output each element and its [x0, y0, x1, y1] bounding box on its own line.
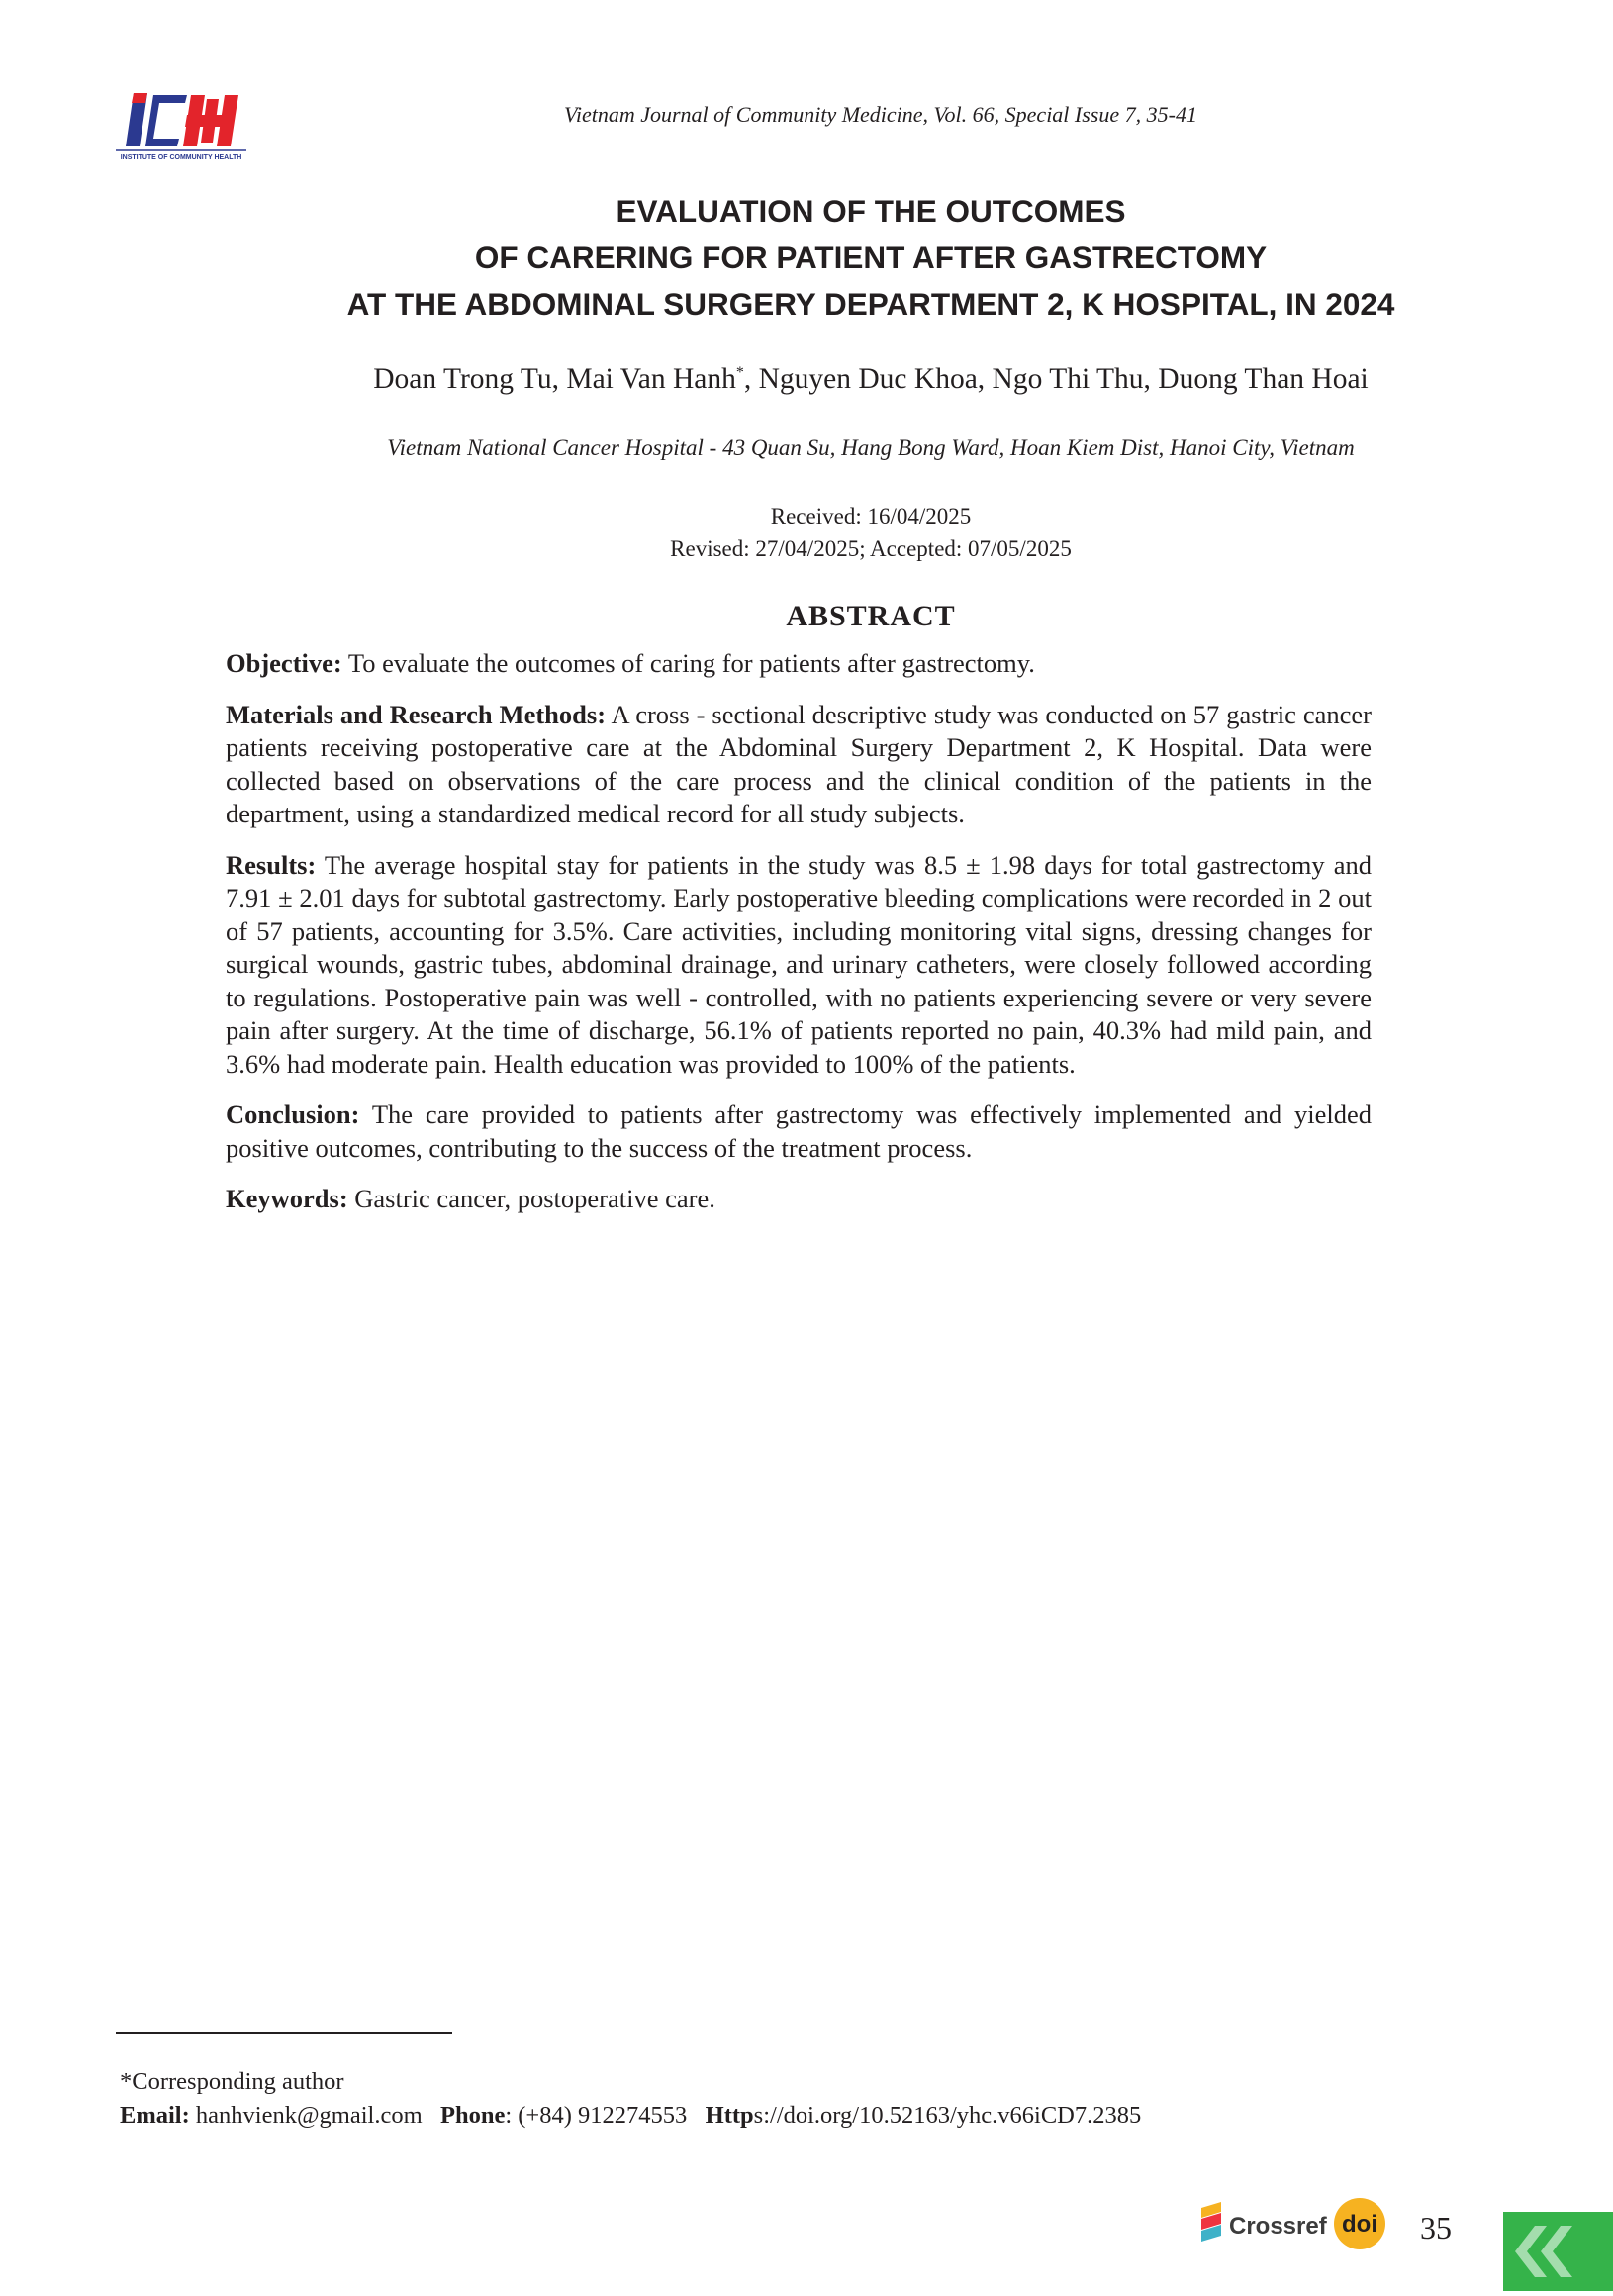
abstract-conclusion	[226, 1099, 1372, 1165]
section-text: To evaluate the outcomes of caring for patients after gastrectomy.	[341, 648, 1035, 678]
abstract-results	[226, 849, 1372, 1082]
abstract-objective	[226, 647, 1372, 681]
email-address[interactable]: hanhvienk@gmail.com	[189, 2102, 423, 2129]
double-chevron-icon	[1503, 2212, 1613, 2291]
authors-before: Doan Trong Tu, Mai Van Hanh	[373, 363, 736, 395]
section-text: Gastric cancer, postoperative care.	[347, 1184, 715, 1213]
revised-accepted-date: Revised: 27/04/2025; Accepted: 07/05/2025	[670, 536, 1072, 561]
received-date: Received: 16/04/2025	[770, 504, 972, 528]
affiliation: Vietnam National Cancer Hospital - 43 Quan Su, Hang Bong Ward, Hoan Kiem Dist, Hanoi City, Vietnam	[387, 435, 1355, 460]
institute-logo	[116, 89, 246, 162]
footnote	[120, 2065, 1505, 2133]
corresponding-mark: *	[735, 364, 744, 382]
page-tab	[1503, 2212, 1613, 2291]
title-line: EVALUATION OF THE OUTCOMES	[616, 193, 1126, 229]
author-list	[119, 363, 1613, 396]
phone-number: : (+84) 912274553	[505, 2102, 688, 2129]
contact-line	[120, 2099, 1505, 2133]
phone-label: Phone	[440, 2102, 506, 2129]
journal-citation: Vietnam Journal of Community Medicine, Vol. 66, Special Issue 7, 35-41	[564, 102, 1197, 127]
section-text: The average hospital stay for patients in the study was 8.5 ± 1.98 days for total gastrectomy and 7.91 ± 2.01 days for subtotal gastrectomy. Early postoperative bleeding complications were recorded in 2 out of 57 patients, accounting for 3.5%. Care activities, including monitoring vital signs, dressing changes for surgical wounds, gastric tubes, abdominal drainage, and urinary catheters, were closely followed according to regulations. Postoperative pain was well - controlled, with no patients experiencing severe or very severe pain after surgery. At the time of discharge, 56.1% of patients reported no pain, 40.3% had mild pain, and 3.6% had moderate pain. Health education was provided to 100% of the patients.	[226, 849, 1372, 1079]
email-label: Email:	[120, 2102, 190, 2129]
section-label: Keywords:	[226, 1184, 348, 1213]
doi-link[interactable]: s://doi.org/10.52163/yhc.v66iCD7.2385	[753, 2102, 1142, 2129]
section-label: Objective:	[226, 648, 342, 678]
title-line: OF CARERING FOR PATIENT AFTER GASTRECTOMY	[474, 239, 1268, 275]
logo-caption: INSTITUTE OF COMMUNITY HEALTH	[120, 154, 242, 161]
abstract-methods	[226, 699, 1372, 831]
abstract-keywords	[226, 1183, 1372, 1216]
article-dates	[119, 500, 1613, 565]
title-line: AT THE ABDOMINAL SURGERY DEPARTMENT 2, K HOSPITAL, IN 2024	[346, 286, 1395, 322]
abstract-heading: ABSTRACT	[786, 600, 956, 632]
section-text: The care provided to patients after gastrectomy was effectively implemented and yielded positive outcomes, contributing to the success of the treatment process.	[226, 1100, 1372, 1163]
abstract-body	[226, 647, 1372, 1234]
doi-badge: doi	[1342, 2211, 1377, 2238]
section-label: Materials and Research Methods:	[226, 699, 607, 729]
article-title	[119, 188, 1613, 328]
section-label: Results:	[226, 849, 317, 880]
page-number: 35	[1420, 2210, 1452, 2246]
corresponding-author-note: *Corresponding author	[120, 2068, 344, 2095]
footnote-divider	[116, 2032, 452, 2034]
crossref-wordmark: Crossref	[1229, 2213, 1327, 2240]
crossref-doi-logo[interactable]	[1199, 2194, 1387, 2253]
authors-after: , Nguyen Duc Khoa, Ngo Thi Thu, Duong Than Hoai	[743, 363, 1369, 395]
doi-label: Http	[705, 2102, 754, 2129]
section-label: Conclusion:	[226, 1100, 360, 1129]
section-text: A cross - sectional descriptive study was conducted on 57 gastric cancer patients receiving postoperative care at the Abdominal Surgery Department 2, K Hospital. Data were collected based on observations of the care process and the clinical condition of the patients in the department, using a standardized medical record for all study subjects.	[226, 699, 1372, 828]
